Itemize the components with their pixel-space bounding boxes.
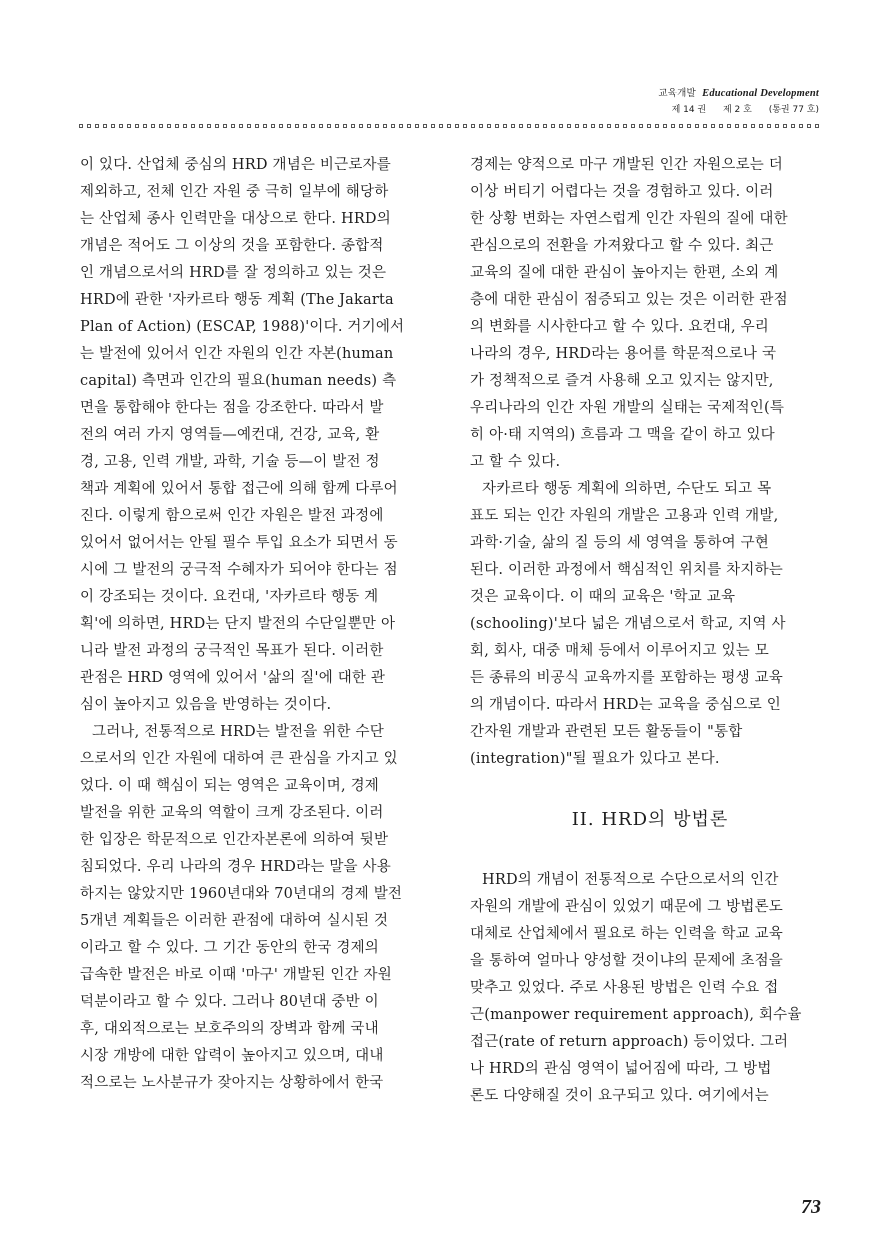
rule-dot [711, 124, 715, 128]
rule-dot [455, 124, 459, 128]
text-line: 한 상황 변화는 자연스럽게 인간 자원의 질에 대한 [470, 211, 788, 227]
text-line: 의 변화를 시사한다고 할 수 있다. 요컨대, 우리 [470, 319, 770, 335]
rule-dot [127, 124, 131, 128]
text-line: 든 종류의 비공식 교육까지를 포함하는 평생 교육 [470, 670, 783, 686]
text-line: 후, 대외적으로는 보호주의의 장벽과 함께 국내 [80, 1021, 379, 1037]
rule-dot [695, 124, 699, 128]
text-line: 나 HRD의 관심 영역이 넓어짐에 따라, 그 방법 [470, 1061, 772, 1077]
text-line: Plan of Action) (ESCAP, 1988)'이다. 거기에서 [80, 319, 405, 335]
text-line: 덕분이라고 할 수 있다. 그러나 80년대 중반 이 [80, 994, 379, 1010]
rule-dot [271, 124, 275, 128]
journal-title-english: Educational Development [702, 88, 819, 99]
text-line: 인 개념으로서의 HRD를 잘 정의하고 있는 것은 [80, 265, 387, 281]
text-line: 하지는 않았지만 1960년대와 70년대의 경제 발전 [80, 886, 403, 902]
text-line: 획'에 의하면, HRD는 단지 발전의 수단일뿐만 아 [80, 616, 396, 632]
right-text-column [470, 152, 830, 1110]
rule-dot [407, 124, 411, 128]
text-line: 것은 교육이다. 이 때의 교육은 '학교 교육 [470, 589, 736, 605]
text-line: 관심으로의 전환을 가져왔다고 할 수 있다. 최근 [470, 238, 774, 254]
rule-dot [759, 124, 763, 128]
text-line: 경제는 양적으로 마구 개발된 인간 자원으로는 더 [470, 157, 783, 173]
text-line: 발전을 위한 교육의 역할이 크게 강조된다. 이러 [80, 805, 384, 821]
rule-dot [103, 124, 107, 128]
rule-dot [495, 124, 499, 128]
text-line: 적으로는 노사분규가 잦아지는 상황하에서 한국 [80, 1075, 384, 1091]
rule-dot [247, 124, 251, 128]
section-spacer [470, 773, 830, 800]
rule-dot [287, 124, 291, 128]
text-line: 는 발전에 있어서 인간 자원의 인간 자본(human [80, 346, 394, 362]
rule-dot [471, 124, 475, 128]
journal-title [658, 86, 819, 102]
rule-dot [591, 124, 595, 128]
text-line: 이라고 할 수 있다. 그 기간 동안의 한국 경제의 [80, 940, 380, 956]
rule-dot [375, 124, 379, 128]
text-line: 된다. 이러한 과정에서 핵심적인 위치를 차지하는 [470, 562, 783, 578]
text-line: 경, 고용, 인력 개발, 과학, 기술 등—이 발전 정 [80, 454, 380, 470]
rule-dot [295, 124, 299, 128]
rule-dot [463, 124, 467, 128]
rule-dot [159, 124, 163, 128]
rule-dot [727, 124, 731, 128]
decorative-dotted-rule [79, 124, 823, 130]
rule-dot [119, 124, 123, 128]
text-line: 진다. 이렇게 함으로써 인간 자원은 발전 과정에 [80, 508, 384, 524]
text-line: 한 입장은 학문적으로 인간자본론에 의하여 뒷받 [80, 832, 389, 848]
rule-dot [783, 124, 787, 128]
rule-dot [207, 124, 211, 128]
text-line: 이 있다. 산업체 중심의 HRD 개념은 비근로자를 [80, 157, 391, 173]
text-line: 간자원 개발과 관련된 모든 활동들이 "통합 [470, 724, 743, 740]
rule-dot [359, 124, 363, 128]
rule-dot [351, 124, 355, 128]
rule-dot [511, 124, 515, 128]
text-line: 대체로 산업체에서 필요로 하는 인력을 학교 교육 [470, 926, 783, 942]
rule-dot [135, 124, 139, 128]
left-text-column [80, 152, 450, 1097]
rule-dot [599, 124, 603, 128]
section-spacer [470, 840, 830, 867]
text-line: 히 아·태 지역의) 흐름과 그 맥을 같이 하고 있다 [470, 427, 775, 443]
rule-dot [327, 124, 331, 128]
rule-dot [303, 124, 307, 128]
rule-dot [639, 124, 643, 128]
text-line: 시장 개방에 대한 압력이 높아지고 있으며, 대내 [80, 1048, 384, 1064]
rule-dot [215, 124, 219, 128]
rule-dot [735, 124, 739, 128]
rule-dot [767, 124, 771, 128]
rule-dot [775, 124, 779, 128]
rule-dot [87, 124, 91, 128]
rule-dot [575, 124, 579, 128]
rule-dot [791, 124, 795, 128]
issue-label: 제 2 호 [723, 105, 752, 115]
rule-dot [679, 124, 683, 128]
text-line: 고 할 수 있다. [470, 454, 561, 470]
rule-dot [799, 124, 803, 128]
text-line: 책과 계획에 있어서 통합 접근에 의해 함께 다루어 [80, 481, 398, 497]
rule-dot [807, 124, 811, 128]
rule-dot [183, 124, 187, 128]
text-line: 자카르타 행동 계획에 의하면, 수단도 되고 목 [482, 481, 772, 497]
rule-dot [223, 124, 227, 128]
text-line: 개념은 적어도 그 이상의 것을 포함한다. 종합적 [80, 238, 384, 254]
text-line: HRD에 관한 '자카르타 행동 계획 (The Jakarta [80, 292, 394, 308]
text-line: 근(manpower requirement approach), 회수율 [470, 1007, 802, 1023]
issue-info [658, 102, 819, 118]
rule-dot [583, 124, 587, 128]
running-header [658, 86, 819, 118]
text-line: 론도 다양해질 것이 요구되고 있다. 여기에서는 [470, 1088, 769, 1104]
text-line: 맞추고 있었다. 주로 사용된 방법은 인력 수요 접 [470, 980, 779, 996]
rule-dot [503, 124, 507, 128]
text-line: 는 산업체 종사 인력만을 대상으로 한다. HRD의 [80, 211, 391, 227]
rule-dot [623, 124, 627, 128]
text-line: 그러나, 전통적으로 HRD는 발전을 위한 수단 [92, 724, 384, 740]
rule-dot [199, 124, 203, 128]
text-line: 이상 버티기 어렵다는 것을 경험하고 있다. 이러 [470, 184, 774, 200]
rule-dot [367, 124, 371, 128]
text-line: 니라 발전 과정의 궁극적인 목표가 된다. 이러한 [80, 643, 384, 659]
rule-dot [143, 124, 147, 128]
rule-dot [383, 124, 387, 128]
text-line: capital) 측면과 인간의 필요(human needs) 측 [80, 373, 397, 389]
rule-dot [743, 124, 747, 128]
rule-dot [559, 124, 563, 128]
rule-dot [551, 124, 555, 128]
rule-dot [79, 124, 83, 128]
journal-title-korean: 교육개발 [658, 88, 696, 99]
text-line: 과학·기술, 삶의 질 등의 세 영역을 통하여 구현 [470, 535, 770, 551]
rule-dot [615, 124, 619, 128]
rule-dot [607, 124, 611, 128]
rule-dot [631, 124, 635, 128]
rule-dot [663, 124, 667, 128]
text-line: 제외하고, 전체 인간 자원 중 극히 일부에 해당하 [80, 184, 389, 200]
text-line: 접근(rate of return approach) 등이었다. 그러 [470, 1034, 789, 1050]
text-line: 있어서 없어서는 안될 필수 투입 요소가 되면서 동 [80, 535, 398, 551]
text-line: (schooling)'보다 넓은 개념으로서 학교, 지역 사 [470, 616, 786, 632]
rule-dot [519, 124, 523, 128]
text-line: 었다. 이 때 핵심이 되는 영역은 교육이며, 경제 [80, 778, 380, 794]
rule-dot [431, 124, 435, 128]
rule-dot [319, 124, 323, 128]
rule-dot [655, 124, 659, 128]
text-line: 면을 통합해야 한다는 점을 강조한다. 따라서 발 [80, 400, 384, 416]
rule-dot [687, 124, 691, 128]
text-line: 우리나라의 인간 자원 개발의 실태는 국제적인(특 [470, 400, 785, 416]
rule-dot [151, 124, 155, 128]
rule-dot [239, 124, 243, 128]
text-line: 5개년 계획들은 이러한 관점에 대하여 실시된 것 [80, 913, 389, 929]
rule-dot [279, 124, 283, 128]
rule-dot [343, 124, 347, 128]
text-line: 침되었다. 우리 나라의 경우 HRD라는 말을 사용 [80, 859, 391, 875]
rule-dot [167, 124, 171, 128]
text-line: 표도 되는 인간 자원의 개발은 고용과 인력 개발, [470, 508, 779, 524]
rule-dot [231, 124, 235, 128]
text-line: 관점은 HRD 영역에 있어서 '삶의 질'에 대한 관 [80, 670, 386, 686]
rule-dot [415, 124, 419, 128]
rule-dot [647, 124, 651, 128]
section-heading: II. HRD의 방법론 [571, 809, 729, 830]
page-number: 73 [801, 1196, 821, 1218]
rule-dot [263, 124, 267, 128]
text-line: 나라의 경우, HRD라는 용어를 학문적으로나 국 [470, 346, 777, 362]
text-line: 을 통하여 얼마나 양성할 것이냐의 문제에 초점을 [470, 953, 783, 969]
rule-dot [479, 124, 483, 128]
right-column-lower-text [470, 867, 830, 1110]
rule-dot [255, 124, 259, 128]
rule-dot [311, 124, 315, 128]
serial-label: (통권 77 호) [768, 105, 819, 115]
rule-dot [439, 124, 443, 128]
rule-dot [543, 124, 547, 128]
rule-dot [335, 124, 339, 128]
text-line: 교육의 질에 대한 관심이 높아지는 한편, 소외 계 [470, 265, 779, 281]
text-line: 급속한 발전은 바로 이때 '마구' 개발된 인간 자원 [80, 967, 392, 983]
text-line: (integration)"될 필요가 있다고 본다. [470, 751, 720, 767]
rule-dot [111, 124, 115, 128]
text-line: 가 정책적으로 즐겨 사용해 오고 있지는 않지만, [470, 373, 774, 389]
right-column-upper-text [470, 152, 830, 773]
rule-dot [719, 124, 723, 128]
volume-label: 제 14 권 [671, 105, 707, 115]
rule-dot [95, 124, 99, 128]
rule-dot [487, 124, 491, 128]
text-line: 이 강조되는 것이다. 요컨대, '자카르타 행동 계 [80, 589, 379, 605]
rule-dot [815, 124, 819, 128]
text-line: 전의 여러 가지 영역들—예컨대, 건강, 교육, 환 [80, 427, 380, 443]
rule-dot [703, 124, 707, 128]
rule-dot [399, 124, 403, 128]
text-line: 회, 회사, 대중 매체 등에서 이루어지고 있는 모 [470, 643, 770, 659]
rule-dot [191, 124, 195, 128]
text-line: 의 개념이다. 따라서 HRD는 교육을 중심으로 인 [470, 697, 781, 713]
rule-dot [671, 124, 675, 128]
rule-dot [391, 124, 395, 128]
rule-dot [423, 124, 427, 128]
text-line: HRD의 개념이 전통적으로 수단으로서의 인간 [482, 872, 779, 888]
rule-dot [567, 124, 571, 128]
rule-dot [751, 124, 755, 128]
rule-dot [447, 124, 451, 128]
rule-dot [527, 124, 531, 128]
text-line: 심이 높아지고 있음을 반영하는 것이다. [80, 697, 332, 713]
rule-dot [535, 124, 539, 128]
text-line: 시에 그 발전의 궁극적 수혜자가 되어야 한다는 점 [80, 562, 398, 578]
text-line: 으로서의 인간 자원에 대하여 큰 관심을 가지고 있 [80, 751, 398, 767]
text-line: 자원의 개발에 관심이 있었기 때문에 그 방법론도 [470, 899, 783, 915]
text-line: 층에 대한 관심이 점증되고 있는 것은 이러한 관점 [470, 292, 788, 308]
rule-dot [175, 124, 179, 128]
